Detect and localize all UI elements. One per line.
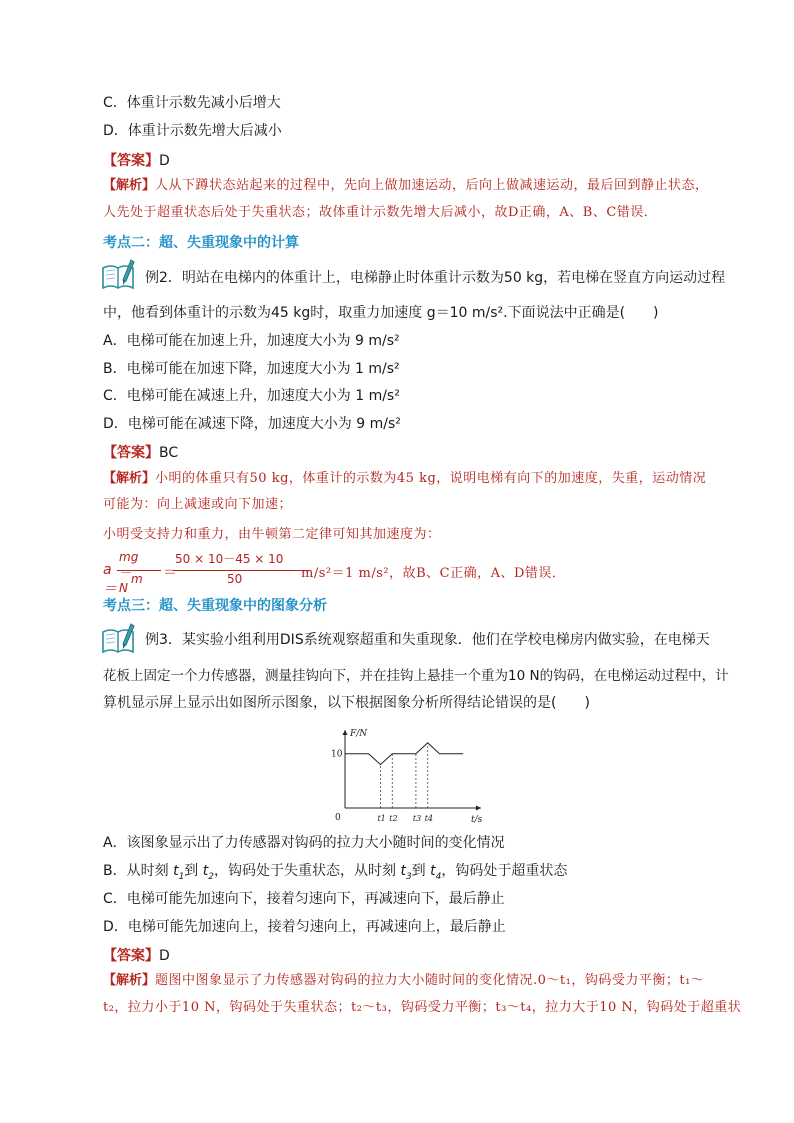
force-time-chart (325, 724, 485, 824)
formula-result: m/s²＝1 m/s²，故B、C正确，A、D错误． (301, 566, 566, 581)
formula-numerator-1: mg－N (119, 550, 139, 595)
fraction-bar (173, 570, 309, 571)
q3-option-b (103, 861, 567, 887)
q1-option-d: D．体重计示数先增大后减小 (103, 123, 282, 139)
q3-stem-line-2: 花板上固定一个力传感器，测量挂钩向下，并在挂钩上悬挂一个重为10 N的钩码，在电梯运动过程中，计 (103, 668, 729, 684)
time-subscript: 4 (435, 871, 442, 882)
q2-option-a: A．电梯可能在加速上升，加速度大小为 9 m/s² (103, 333, 400, 349)
analysis-text: 人从下蹲状态站起来的过程中，先向上做加速运动，后向上做减速运动，最后回到静止状态， (155, 178, 709, 193)
q2-stem-line-1: 例2．明站在电梯内的体重计上，电梯静止时体重计示数为50 kg，若电梯在竖直方向运动过程 (145, 270, 726, 286)
x-tick-label: t3 (412, 814, 422, 823)
answer-label: 【答案】 (103, 948, 159, 964)
q1-analysis-line-1 (103, 176, 709, 196)
formula-denominator-2: 50 (227, 572, 243, 586)
analysis-label: 【解析】 (103, 178, 156, 193)
q2-option-b: B．电梯可能在加速下降，加速度大小为 1 m/s² (103, 361, 400, 377)
time-symbol: t (202, 863, 209, 879)
origin-label: 0 (335, 813, 341, 823)
answer-value: D (159, 153, 170, 169)
answer-label: 【答案】 (103, 445, 159, 461)
option-b-text: 到 (411, 863, 431, 879)
q3-answer (103, 945, 170, 965)
point-3-title: 考点三：超、失重现象中的图象分析 (103, 598, 327, 614)
option-b-text: B．从时刻 (103, 863, 174, 879)
series-line (345, 743, 463, 765)
analysis-text: 小明的体重只有50 kg，体重计的示数为45 kg，说明电梯有向下的加速度，失重，运动情况 (155, 471, 707, 486)
q3-option-a: A．该图象显示出了力传感器对钩码的拉力大小随时间的变化情况 (103, 835, 505, 851)
time-symbol: t (400, 863, 406, 879)
x-axis-label: t/s (471, 815, 483, 824)
time-subscript: 3 (405, 871, 412, 882)
q2-analysis-line-1 (103, 469, 706, 489)
time-subscript: 2 (208, 871, 214, 882)
analysis-text: 题图中图象显示了力传感器对钩码的拉力大小随时间的变化情况.0～t₁，钩码受力平衡；t₁～ (155, 973, 705, 988)
answer-value: BC (159, 445, 179, 461)
q2-analysis-line-3: 小明受支持力和重力，由牛顿第二定律可知其加速度为： (103, 527, 441, 542)
q3-option-c: C．电梯可能先加速向下，接着匀速向下，再减速向下，最后静止 (103, 891, 505, 907)
y-axis-arrow (343, 730, 348, 735)
formula-denominator-1: m (131, 572, 143, 586)
q1-option-c: C．体重计示数先减小后增大 (103, 95, 281, 111)
q3-analysis-line-2: t₂，拉力小于10 N，钩码处于失重状态；t₂～t₃，钩码受力平衡；t₃～t₄，拉力大于10 N，钩码处于超重状 (103, 1000, 742, 1015)
q2-option-c: C．电梯可能在减速上升，加速度大小为 1 m/s² (103, 388, 400, 404)
option-b-text: 到 (184, 863, 203, 879)
q2-stem-line-2: 中，他看到体重计的示数为45 kg时，取重力加速度 g＝10 m/s².下面说法中正确是( ) (103, 305, 659, 321)
point-2-title: 考点二：超、失重现象中的计算 (103, 235, 299, 251)
q3-option-d: D．电梯可能先加速向上，接着匀速向上，再减速向上，最后静止 (103, 919, 506, 935)
x-axis-arrow (476, 806, 481, 811)
q1-answer (103, 150, 170, 170)
formula-equals: ＝ (163, 565, 177, 581)
option-b-text: ，钩码处于超重状态 (441, 863, 568, 879)
y-axis-label: F/N (350, 729, 368, 739)
fraction-bar (117, 570, 161, 571)
analysis-label: 【解析】 (103, 471, 156, 486)
time-subscript: 1 (178, 871, 185, 882)
q2-analysis-line-2: 可能为：向上减速或向下加速； (103, 497, 293, 512)
x-tick-label: t4 (424, 814, 434, 823)
x-tick-label: t2 (389, 814, 398, 823)
y-tick-label: 10 (331, 749, 343, 760)
q3-stem-line-1: 例3．某实验小组利用DIS系统观察超重和失重现象．他们在学校电梯房内做实验，在电梯天 (145, 632, 710, 648)
book-pen-icon (101, 622, 135, 654)
answer-label: 【答案】 (103, 153, 159, 169)
option-b-text: ，钩码处于失重状态，从时刻 (213, 863, 401, 879)
time-symbol: t (173, 863, 179, 879)
q3-stem-line-3: 算机显示屏上显示出如图所示图象，以下根据图象分析所得结论错误的是( ) (103, 695, 590, 711)
time-symbol: t (430, 863, 436, 879)
x-tick-label: t1 (377, 814, 386, 823)
answer-value: D (159, 948, 170, 964)
formula-numerator-2: 50 × 10－45 × 10 (175, 552, 284, 566)
book-pen-icon (101, 258, 135, 290)
formula-a: a＝ (103, 562, 117, 597)
q3-analysis-line-1 (103, 971, 704, 991)
q1-analysis-line-2: 人先处于超重状态后处于失重状态；故体重计示数先增大后减小，故D正确，A、B、C错误． (103, 205, 658, 220)
q2-answer (103, 442, 178, 462)
analysis-label: 【解析】 (103, 973, 156, 988)
q2-option-d: D．电梯可能在减速下降，加速度大小为 9 m/s² (103, 416, 401, 432)
